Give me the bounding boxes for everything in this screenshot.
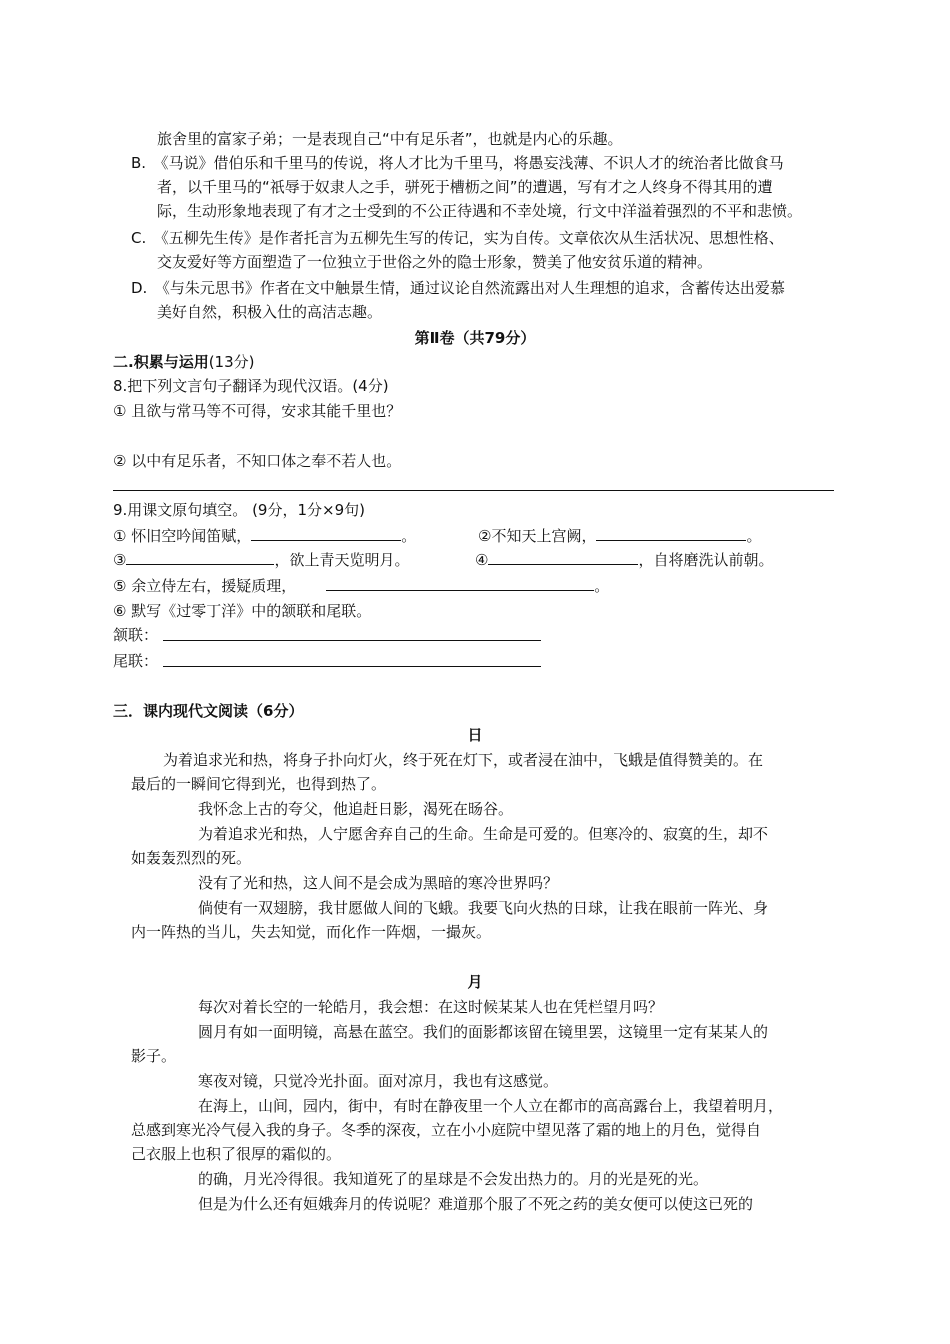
q9-item-2-text: ②不知天上宫阙， <box>478 527 597 545</box>
hanlian-label: 颔联： <box>113 626 159 644</box>
sun-paragraph-line: 如轰轰烈烈的死。 <box>131 849 252 867</box>
weilian-answer-line[interactable] <box>163 666 541 667</box>
moon-paragraph-line: 在海上，山间，园内，街中，有时在静夜里一个人立在都市的高高露台上，我望着明月， <box>198 1097 784 1115</box>
section2-heading <box>113 352 255 372</box>
q9-item-3-number: ③ <box>113 551 127 569</box>
q9-item-2-end: 。 <box>746 527 762 545</box>
moon-paragraph-line: 己衣服上也积了很厚的霜似的。 <box>131 1145 342 1163</box>
q9-item-1-text: ① 怀旧空吟闻笛赋， <box>113 527 252 545</box>
q9-item-6: ⑥ 默写《过零丁洋》中的颔联和尾联。 <box>113 602 372 620</box>
q9-blank-3[interactable] <box>126 550 274 565</box>
sun-paragraph-line: 我怀念上古的夸父，他追赶日影，渴死在旸谷。 <box>198 800 514 818</box>
q9-item-3-text: ，欲上青天览明月。 <box>274 551 410 569</box>
q7-option-c-line2: 交友爱好等方面塑造了一位独立于世俗之外的隐士形象，赞美了他安贫乐道的精神。 <box>157 253 713 271</box>
sun-paragraph-line: 为着追求光和热，将身子扑向灯火，终于死在灯下，或者浸在油中，飞蛾是值得赞美的。在 <box>163 751 764 769</box>
moon-paragraph-line: 的确，月光冷得很。我知道死了的星球是不会发出热力的。月的光是死的光。 <box>198 1170 709 1188</box>
q8-answer-line <box>113 490 834 491</box>
hanlian-answer-line[interactable] <box>163 640 541 641</box>
q9-item-1-end: 。 <box>401 527 417 545</box>
q9-item-4 <box>475 550 773 570</box>
section2-score: (13分) <box>208 353 255 371</box>
q8-item-2: ② 以中有足乐者，不知口体之奉不若人也。 <box>113 452 402 470</box>
sun-paragraph-line: 内一阵热的当儿，失去知觉，而化作一阵烟，一撮灰。 <box>131 923 492 941</box>
weilian-label: 尾联： <box>113 652 159 670</box>
sun-paragraph-line: 倘使有一双翅膀，我甘愿做人间的飞蛾。我要飞向火热的日球，让我在眼前一阵光、身 <box>198 899 769 917</box>
q9-item-2 <box>478 526 761 546</box>
q9-blank-4[interactable] <box>488 550 638 565</box>
sun-paragraph-line: 没有了光和热，这人间不是会成为黑暗的寒冷世界吗？ <box>198 874 559 892</box>
q7-option-d-line1: D. 《与朱元思书》作者在文中触景生情，通过议论自然流露出对人生理想的追求，含蓄传达出爱慕 <box>131 279 785 297</box>
q7-option-b-line2: 者，以千里马的“祇辱于奴隶人之手，骈死于槽枥之间”的遭遇，写有才之人终身不得其用的遭 <box>157 178 773 196</box>
q7-option-b-line1: B. 《马说》借伯乐和千里马的传说，将人才比为千里马，将愚妄浅薄、不识人才的统治者比做食马 <box>131 154 784 172</box>
q9-item-4-text: ，自将磨洗认前朝。 <box>638 551 774 569</box>
moon-paragraph-line: 每次对着长空的一轮皓月，我会想：在这时候某某人也在凭栏望月吗？ <box>198 998 664 1016</box>
moon-paragraph-line: 圆月有如一面明镜，高悬在蓝空。我们的面影都该留在镜里罢，这镜里一定有某某人的 <box>198 1023 769 1041</box>
q9-item-4-number: ④ <box>475 551 489 569</box>
q7-option-d-line2: 美好自然，积极入仕的高洁志趣。 <box>157 303 383 321</box>
q9-item-5-text: ⑤ 余立侍左右，援疑质理， <box>113 577 297 595</box>
q9-item-3 <box>113 550 409 570</box>
q7-option-a-continuation: 旅舍里的富家子弟；一是表现自己“中有足乐者”，也就是内心的乐趣。 <box>157 130 623 148</box>
moon-paragraph-line: 影子。 <box>131 1047 177 1065</box>
section3-heading: 三．课内现代文阅读（6分） <box>113 702 304 720</box>
q9-title: 9.用课文原句填空。 (9分，1分×9句) <box>113 501 365 519</box>
q9-blank-2[interactable] <box>596 526 746 541</box>
q7-option-b-line3: 际，生动形象地表现了有才之士受到的不公正待遇和不幸处境，行文中洋溢着强烈的不平和悲愤。 <box>157 202 803 220</box>
q8-item-1: ① 且欲与常马等不可得，安求其能千里也？ <box>113 402 402 420</box>
part2-title: 第Ⅱ卷（共79分） <box>414 329 536 347</box>
q9-item-1 <box>113 526 416 546</box>
q8-title: 8.把下列文言句子翻译为现代汉语。(4分) <box>113 377 389 395</box>
q9-blank-5[interactable] <box>326 576 594 591</box>
moon-paragraph-line: 总感到寒光冷气侵入我的身子。冬季的深夜，立在小小庭院中望见落了霜的地上的月色，觉得自 <box>131 1121 762 1139</box>
sun-title: 日 <box>467 726 483 744</box>
q7-option-c-line1: C. 《五柳先生传》是作者托言为五柳先生写的传记，实为自传。文章依次从生活状况、思想性格、 <box>131 229 784 247</box>
sun-paragraph-line: 为着追求光和热，人宁愿舍弃自己的生命。生命是可爱的。但寒冷的、寂寞的生，却不 <box>198 825 769 843</box>
q9-item-5-end: 。 <box>594 577 610 595</box>
moon-title: 月 <box>467 973 483 991</box>
q9-blank-1[interactable] <box>251 526 401 541</box>
moon-paragraph-line: 寒夜对镜，只觉冷光扑面。面对凉月，我也有这感觉。 <box>198 1072 559 1090</box>
section2-title: 二.积累与运用 <box>113 353 209 371</box>
sun-paragraph-line: 最后的一瞬间它得到光，也得到热了。 <box>131 775 387 793</box>
moon-paragraph-line: 但是为什么还有姮娥奔月的传说呢？难道那个服了不死之药的美女便可以使这已死的 <box>198 1195 754 1213</box>
q9-item-5 <box>113 576 609 596</box>
